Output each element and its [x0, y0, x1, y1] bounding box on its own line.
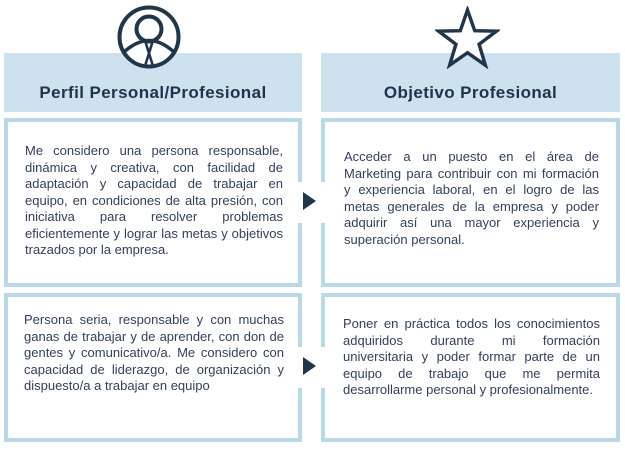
- border-notch: [298, 182, 302, 223]
- objective-goals-text: Poner en práctica todos los conocimientos adquiridos durante mi formación universitaria y poder formar parte de un equipo de trabajo que me permita desarrollarme personal y profesionalmente.: [343, 316, 600, 397]
- profile-traits-text: Persona seria, responsable y con muchas ganas de trabajar y de aprender, con don de gentes y comunicativo/a. Me considero con capacidad de liderazgo, de organización y dispuesto/a a trabajar en equipo: [24, 312, 284, 393]
- border-notch: [321, 347, 325, 388]
- objective-description-text: Acceder a un puesto en el área de Marketing para contribuir con mi formación y experiencia laboral, en el logro de las metas generales de la empresa y poder adquirir así una mayor experiencia y superación personal.: [344, 149, 599, 247]
- profile-description-text: Me considero una persona responsable, dinámica y creativa, con facilidad de adaptación y capacidad de trabajar en equipo, en condiciones de alta presión, con iniciativa para resolver problemas eficientemente y lograr las metas y objetivos trazados por la empresa.: [25, 143, 283, 257]
- star-icon: [435, 6, 500, 69]
- border-notch: [298, 347, 302, 388]
- person-icon: [116, 4, 182, 70]
- flow-arrow-top-icon: [303, 192, 316, 210]
- profile-traits-box: [4, 293, 302, 442]
- objective-description-box: [321, 118, 620, 287]
- header-objetivo-profesional-label: Objetivo Profesional: [383, 83, 558, 102]
- profile-description-box: [4, 118, 302, 287]
- border-notch: [321, 182, 325, 223]
- objective-goals-box: [321, 293, 620, 442]
- flow-arrow-bottom-icon: [303, 357, 316, 375]
- header-perfil-personal-label: Perfil Personal/Profesional: [39, 83, 267, 102]
